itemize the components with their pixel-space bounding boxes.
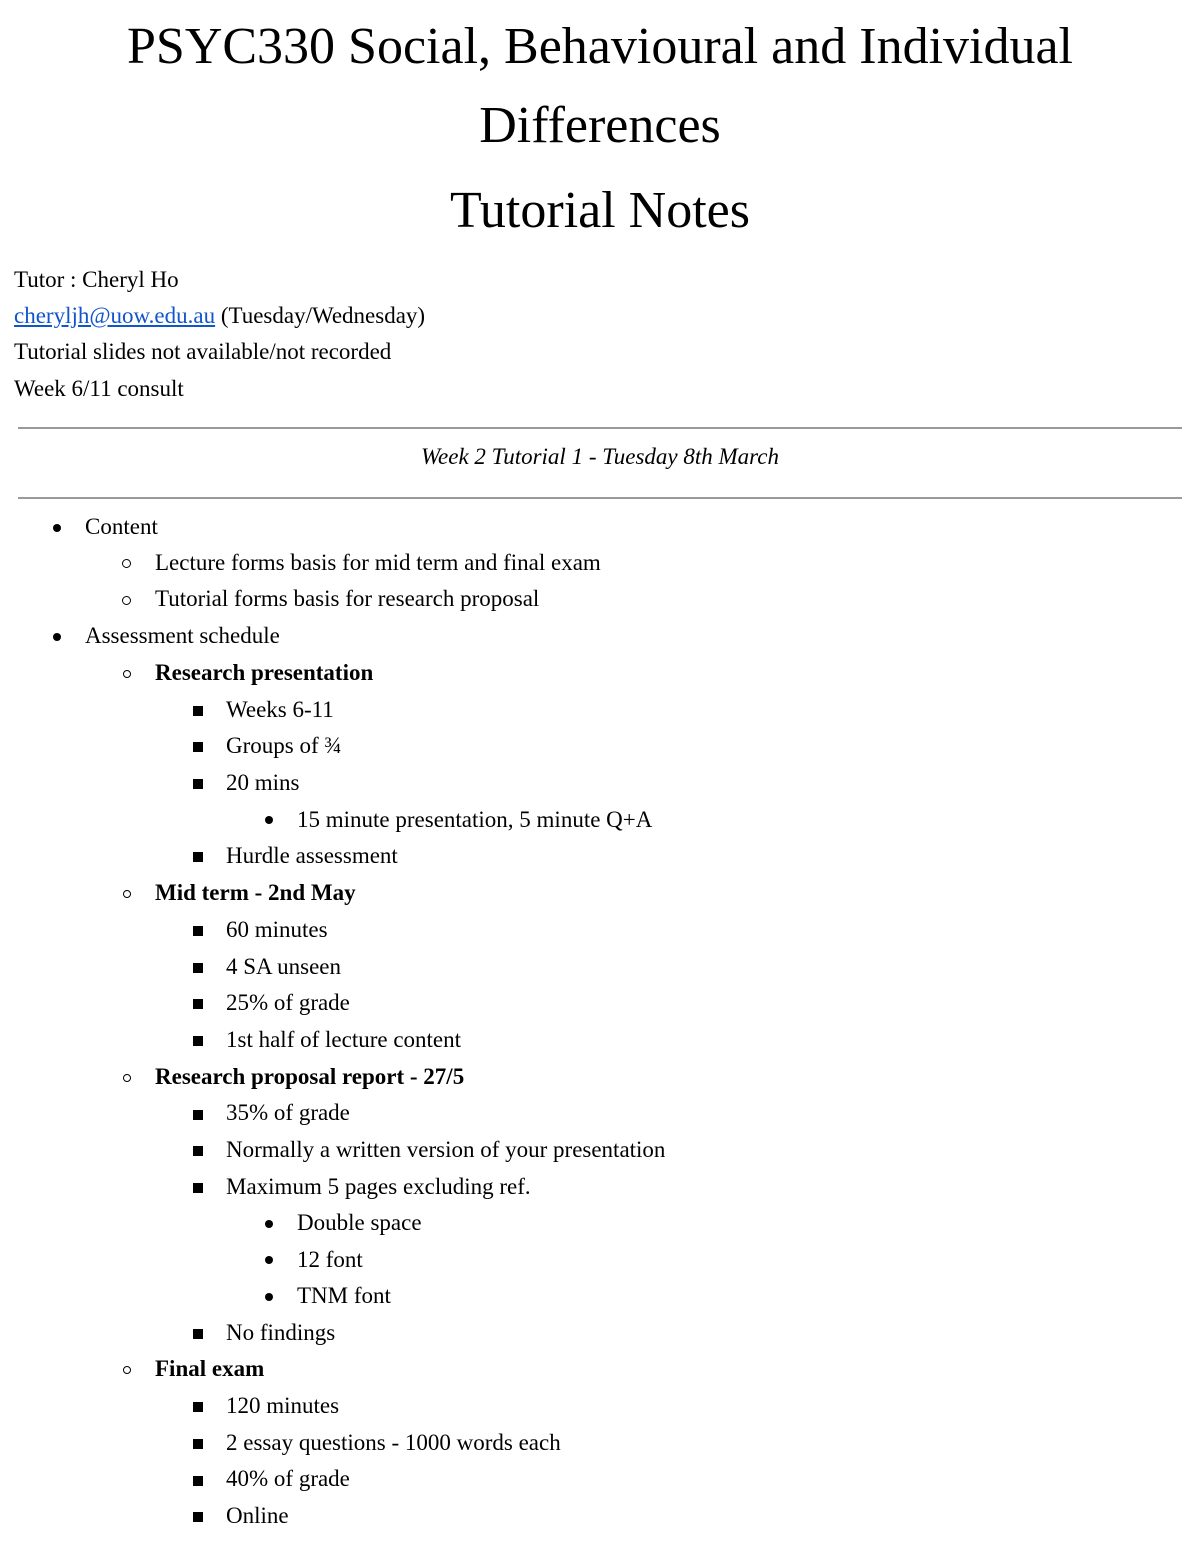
bullet-disc-icon — [265, 816, 273, 824]
list-item: 20 mins — [226, 770, 300, 795]
bullet-square-icon — [193, 1146, 203, 1156]
bullet-disc-icon — [53, 524, 61, 532]
divider-bottom — [18, 497, 1182, 499]
bullet-circle-icon — [123, 1366, 131, 1374]
list-item: No findings — [226, 1320, 336, 1345]
bullet-square-icon — [193, 1402, 203, 1412]
list-item: Lecture forms basis for mid term and final exam — [155, 550, 601, 575]
email-line — [14, 302, 425, 330]
bullet-circle-icon — [122, 596, 131, 605]
bullet-circle-icon — [123, 670, 131, 678]
slides-note: Tutorial slides not available/not recorded — [14, 339, 392, 364]
assessment-heading-proposal: Research proposal report - 27/5 — [155, 1064, 465, 1089]
bullet-circle-icon — [123, 890, 131, 898]
document-subtitle: Tutorial Notes — [450, 182, 750, 239]
divider-top — [18, 427, 1182, 429]
list-item-assessment: Assessment schedule — [85, 623, 280, 648]
bullet-square-icon — [193, 779, 203, 789]
bullet-square-icon — [193, 963, 203, 973]
bullet-square-icon — [193, 706, 203, 716]
list-item: 25% of grade — [226, 990, 350, 1015]
consult-note: Week 6/11 consult — [14, 376, 184, 401]
list-item-content: Content — [85, 514, 158, 539]
list-item: 15 minute presentation, 5 minute Q+A — [297, 807, 653, 832]
list-item: Hurdle assessment — [226, 843, 398, 868]
bullet-square-icon — [193, 1476, 203, 1486]
bullet-circle-icon — [122, 559, 131, 568]
bullet-disc-icon — [265, 1256, 273, 1264]
list-item: Double space — [297, 1210, 422, 1235]
list-item: Online — [226, 1503, 289, 1528]
list-item: Groups of ¾ — [226, 733, 342, 758]
assessment-heading-presentation: Research presentation — [155, 660, 374, 685]
bullet-square-icon — [193, 999, 203, 1009]
bullet-square-icon — [193, 1439, 203, 1449]
tutor-line: Tutor : Cheryl Ho — [14, 267, 179, 292]
bullet-disc-icon — [53, 633, 61, 641]
list-item: Tutorial forms basis for research proposal — [155, 586, 540, 611]
list-item: 40% of grade — [226, 1466, 350, 1491]
bullet-square-icon — [193, 1329, 203, 1339]
bullet-square-icon — [193, 1512, 203, 1522]
assessment-heading-final: Final exam — [155, 1356, 265, 1381]
bullet-square-icon — [193, 852, 203, 862]
bullet-square-icon — [193, 926, 203, 936]
list-item: 4 SA unseen — [226, 954, 341, 979]
bullet-square-icon — [193, 1036, 203, 1046]
list-item: 2 essay questions - 1000 words each — [226, 1430, 561, 1455]
list-item: Weeks 6-11 — [226, 697, 334, 722]
bullet-disc-icon — [265, 1220, 273, 1228]
bullet-square-icon — [193, 1183, 203, 1193]
assessment-heading-midterm: Mid term - 2nd May — [155, 880, 356, 905]
email-availability: (Tuesday/Wednesday) — [215, 303, 426, 328]
list-item: 60 minutes — [226, 917, 328, 942]
list-item: TNM font — [297, 1283, 391, 1308]
bullet-circle-icon — [123, 1074, 131, 1082]
section-heading: Week 2 Tutorial 1 - Tuesday 8th March — [421, 444, 779, 469]
document-title-line-1: PSYC330 Social, Behavioural and Individual — [126, 18, 1073, 75]
list-item: 1st half of lecture content — [226, 1027, 462, 1052]
list-item: 35% of grade — [226, 1100, 350, 1125]
list-item: 12 font — [297, 1247, 363, 1272]
bullet-square-icon — [193, 742, 203, 752]
email-link[interactable]: cheryljh@uow.edu.au — [14, 303, 216, 328]
bullet-disc-icon — [265, 1293, 273, 1301]
list-item: 120 minutes — [226, 1393, 340, 1418]
list-item: Maximum 5 pages excluding ref. — [226, 1174, 531, 1199]
bullet-square-icon — [193, 1110, 203, 1120]
document-title-line-2: Differences — [479, 97, 721, 154]
list-item: Normally a written version of your presentation — [226, 1137, 666, 1162]
